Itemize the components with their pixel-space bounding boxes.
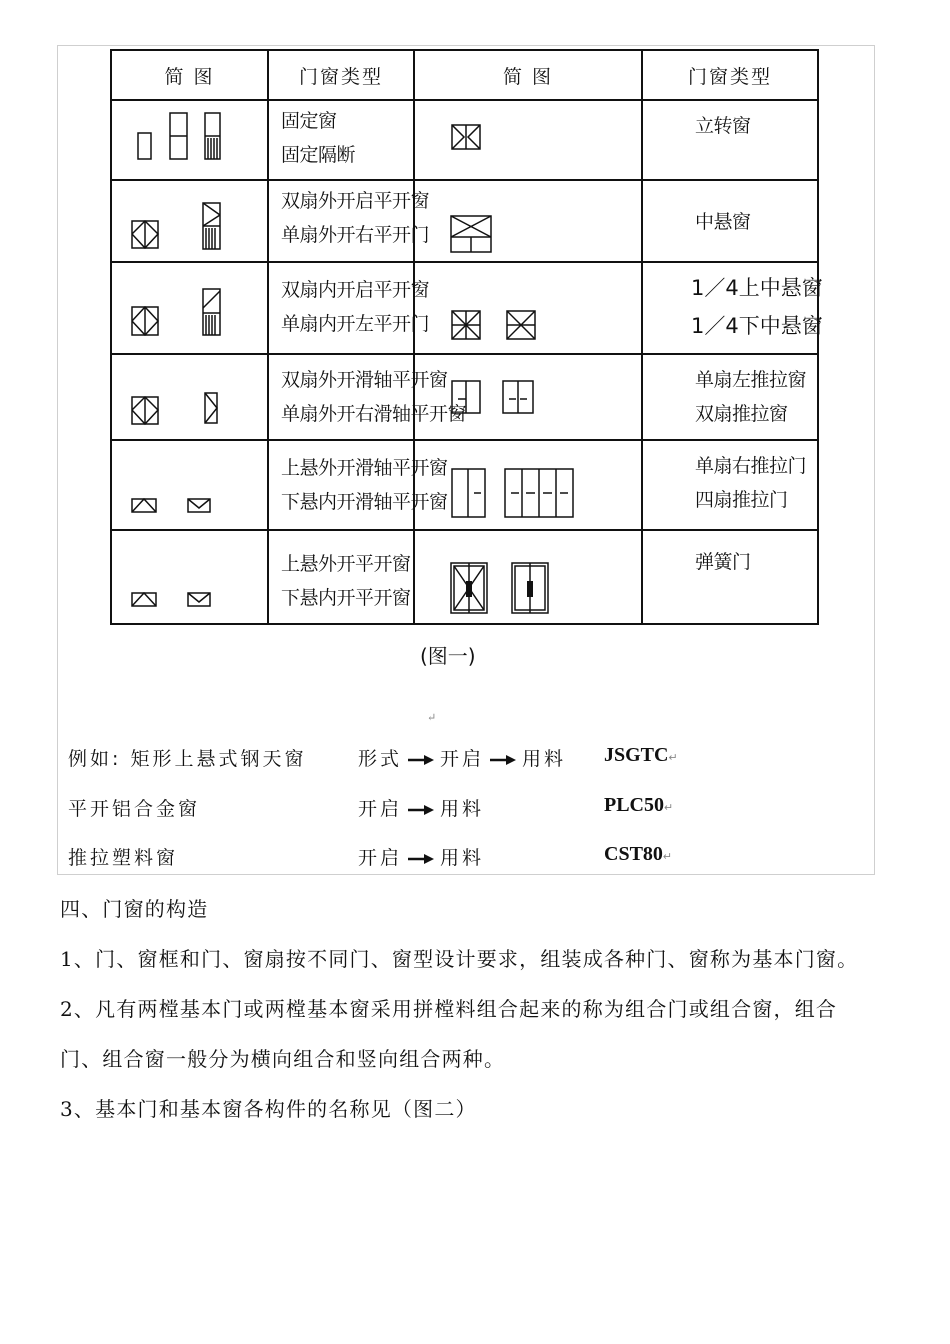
pivot-window-symbol	[415, 101, 643, 181]
header-diagram-1: 简 图	[111, 50, 268, 100]
type-cell	[268, 530, 414, 624]
paragraph-mark: ↵	[668, 752, 678, 764]
type-label: 双扇外开滑轴平开窗	[281, 369, 448, 391]
type-cell	[642, 530, 818, 624]
type-label: 立转窗	[695, 115, 751, 137]
type-cell	[642, 440, 818, 530]
example-code	[604, 843, 672, 866]
type-label: 上悬外开滑轴平开窗	[281, 457, 448, 479]
casement-outward-symbol	[112, 181, 269, 263]
code-text: PLC50	[604, 794, 664, 816]
example-code	[604, 744, 678, 767]
type-label: 单扇右推拉门	[695, 455, 807, 477]
diagram-cell	[111, 354, 268, 440]
type-cell	[268, 354, 467, 440]
example-code	[604, 794, 673, 817]
example-label: 例如: 矩形上悬式钢天窗	[68, 748, 307, 770]
fixed-window-symbol	[112, 101, 269, 181]
table-row	[111, 354, 818, 440]
paragraph-mark: ↵	[427, 711, 437, 724]
type-label: 双扇外开启平开窗	[281, 190, 430, 212]
arrow-right-icon	[408, 805, 434, 815]
paragraph: 2、凡有两樘基本门或两樘基本窗采用拼樘料组合起来的称为组合门或组合窗，组合	[60, 997, 838, 1021]
type-label: 1／4下中悬窗	[691, 314, 823, 338]
example-label: 平开铝合金窗	[68, 798, 201, 820]
type-label: 中悬窗	[695, 211, 751, 233]
type-cell	[642, 100, 818, 180]
diagram-cell	[414, 262, 642, 354]
header-diagram-2: 简 图	[414, 50, 642, 100]
diagram-cell	[111, 100, 268, 180]
paragraph: 门、组合窗一般分为横向组合和竖向组合两种。	[60, 1047, 506, 1071]
type-cell	[642, 180, 818, 262]
center-hung-window-symbol	[415, 181, 643, 263]
paragraph-mark: ↵	[662, 851, 673, 863]
example-label: 推拉塑料窗	[68, 847, 179, 869]
diagram-cell	[111, 440, 268, 530]
diagram-cell	[111, 530, 268, 624]
type-cell	[268, 100, 414, 180]
figure-caption: (图一)	[420, 644, 476, 668]
type-label: 双扇推拉窗	[695, 403, 788, 425]
type-label: 双扇内开启平开窗	[281, 279, 430, 301]
flow-step: 用料	[522, 748, 567, 770]
table-row	[111, 440, 818, 530]
example-flow	[358, 744, 566, 771]
sliding-door-symbol	[415, 441, 643, 531]
type-label: 单扇外开右滑轴平开窗	[281, 403, 467, 425]
section-title: 四、门窗的构造	[60, 897, 209, 921]
sliding-axis-casement-symbol	[112, 355, 269, 441]
top-hung-symbol	[112, 441, 269, 531]
type-label: 固定窗	[281, 110, 337, 132]
flow-step: 形式	[358, 748, 403, 770]
type-cell	[268, 262, 430, 354]
type-label: 单扇外开右平开门	[281, 224, 430, 246]
diagram-cell	[414, 440, 642, 530]
paragraph-mark: ↵	[664, 802, 674, 814]
flow-step: 用料	[440, 847, 485, 869]
code-text: JSGTC	[604, 744, 669, 766]
type-label: 四扇推拉门	[695, 489, 788, 511]
table-row	[111, 530, 818, 624]
type-cell	[268, 440, 448, 530]
type-cell	[642, 262, 823, 354]
code-text: CST80	[604, 843, 663, 865]
header-type-2: 门窗类型	[642, 50, 818, 100]
flow-step: 用料	[440, 798, 485, 820]
diagram-cell	[111, 180, 268, 262]
type-label: 弹簧门	[695, 551, 751, 573]
hung-casement-symbol	[112, 531, 269, 625]
diagram-cell	[414, 530, 642, 624]
header-type-1: 门窗类型	[268, 50, 414, 100]
type-label: 单扇左推拉窗	[695, 369, 807, 391]
flow-step: 开启	[358, 847, 403, 869]
casement-inward-symbol	[112, 263, 269, 355]
type-label: 下悬内开平开窗	[281, 587, 411, 609]
flow-step: 开启	[358, 798, 403, 820]
arrow-right-icon	[408, 755, 434, 765]
table-header-row	[111, 50, 818, 100]
spring-door-symbol	[415, 531, 643, 625]
type-label: 固定隔断	[281, 144, 356, 166]
table-row	[111, 100, 818, 180]
table-row	[111, 180, 818, 262]
paragraph: 1、门、窗框和门、窗扇按不同门、窗型设计要求，组装成各种门、窗称为基本门窗。	[60, 947, 859, 971]
diagram-cell	[414, 100, 642, 180]
door-window-type-table	[110, 49, 823, 625]
arrow-right-icon	[490, 755, 516, 765]
type-cell	[268, 180, 430, 262]
example-flow	[358, 794, 484, 821]
type-cell	[642, 354, 818, 440]
type-label: 1／4上中悬窗	[691, 276, 823, 300]
type-label: 下悬内开滑轴平开窗	[281, 491, 448, 513]
diagram-cell	[111, 262, 268, 354]
arrow-right-icon	[408, 854, 434, 864]
type-label: 上悬外开平开窗	[281, 553, 411, 575]
flow-step: 开启	[440, 748, 485, 770]
example-flow	[358, 843, 484, 870]
table-row	[111, 262, 818, 354]
paragraph: 3、基本门和基本窗各构件的名称见（图二）	[60, 1097, 477, 1121]
type-label: 单扇内开左平开门	[281, 313, 430, 335]
diagram-cell	[414, 354, 642, 440]
diagram-cell	[414, 180, 642, 262]
sliding-window-symbol	[415, 355, 643, 441]
quarter-hung-window-symbol	[415, 263, 643, 355]
